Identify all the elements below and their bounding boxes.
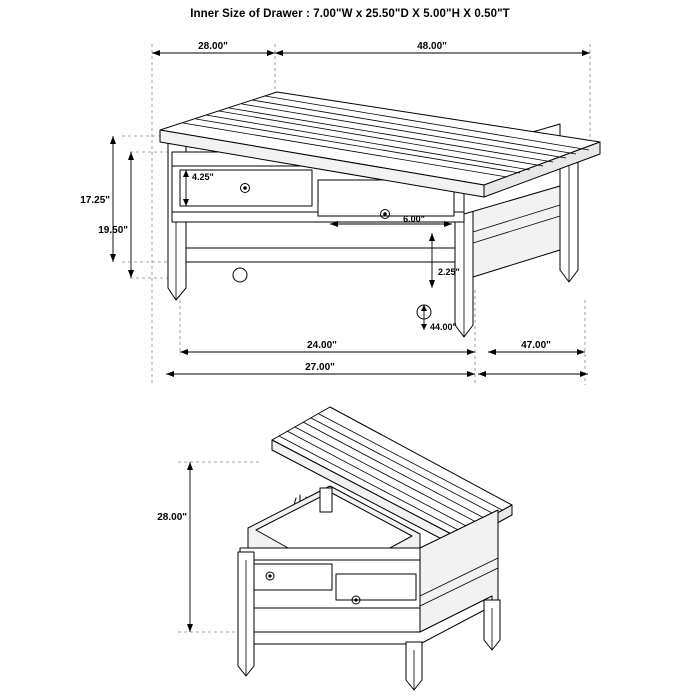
dim-48-group (275, 41, 590, 56)
dim-1850-group (80, 136, 116, 262)
dim-label-225: 44.00" (430, 322, 457, 332)
top-view-group (80, 41, 600, 385)
dim-label-1725: 19.50" (98, 225, 128, 236)
dim-label-28: 28.00" (198, 41, 228, 52)
dim-28-group (152, 41, 275, 56)
dim-label-2800-lift: 28.00" (157, 512, 187, 523)
dim-label-600: 2.25" (438, 267, 460, 277)
lifted-view-group (157, 407, 512, 690)
dim-label-4400: 24.00" (307, 340, 337, 351)
dim-label-1850: 17.25" (80, 195, 110, 206)
dim-label-4700: 27.00" (305, 362, 335, 373)
dim-4700-group (166, 362, 475, 377)
dim-2800-lift-group (157, 462, 193, 632)
dim-2400-group (488, 340, 585, 355)
dim-1725-group (98, 152, 134, 278)
page-title: Inner Size of Drawer : 7.00"W x 25.50"D X 5.00"H X 0.50"T (190, 8, 510, 20)
dim-2700-group (478, 371, 588, 377)
dim-label-48: 48.00" (417, 41, 447, 52)
dim-label-1950: 6.00" (403, 214, 425, 224)
dim-label-425: 4.25" (192, 172, 214, 182)
dim-4400-group (180, 340, 475, 355)
dim-label-2400: 47.00" (521, 340, 551, 351)
